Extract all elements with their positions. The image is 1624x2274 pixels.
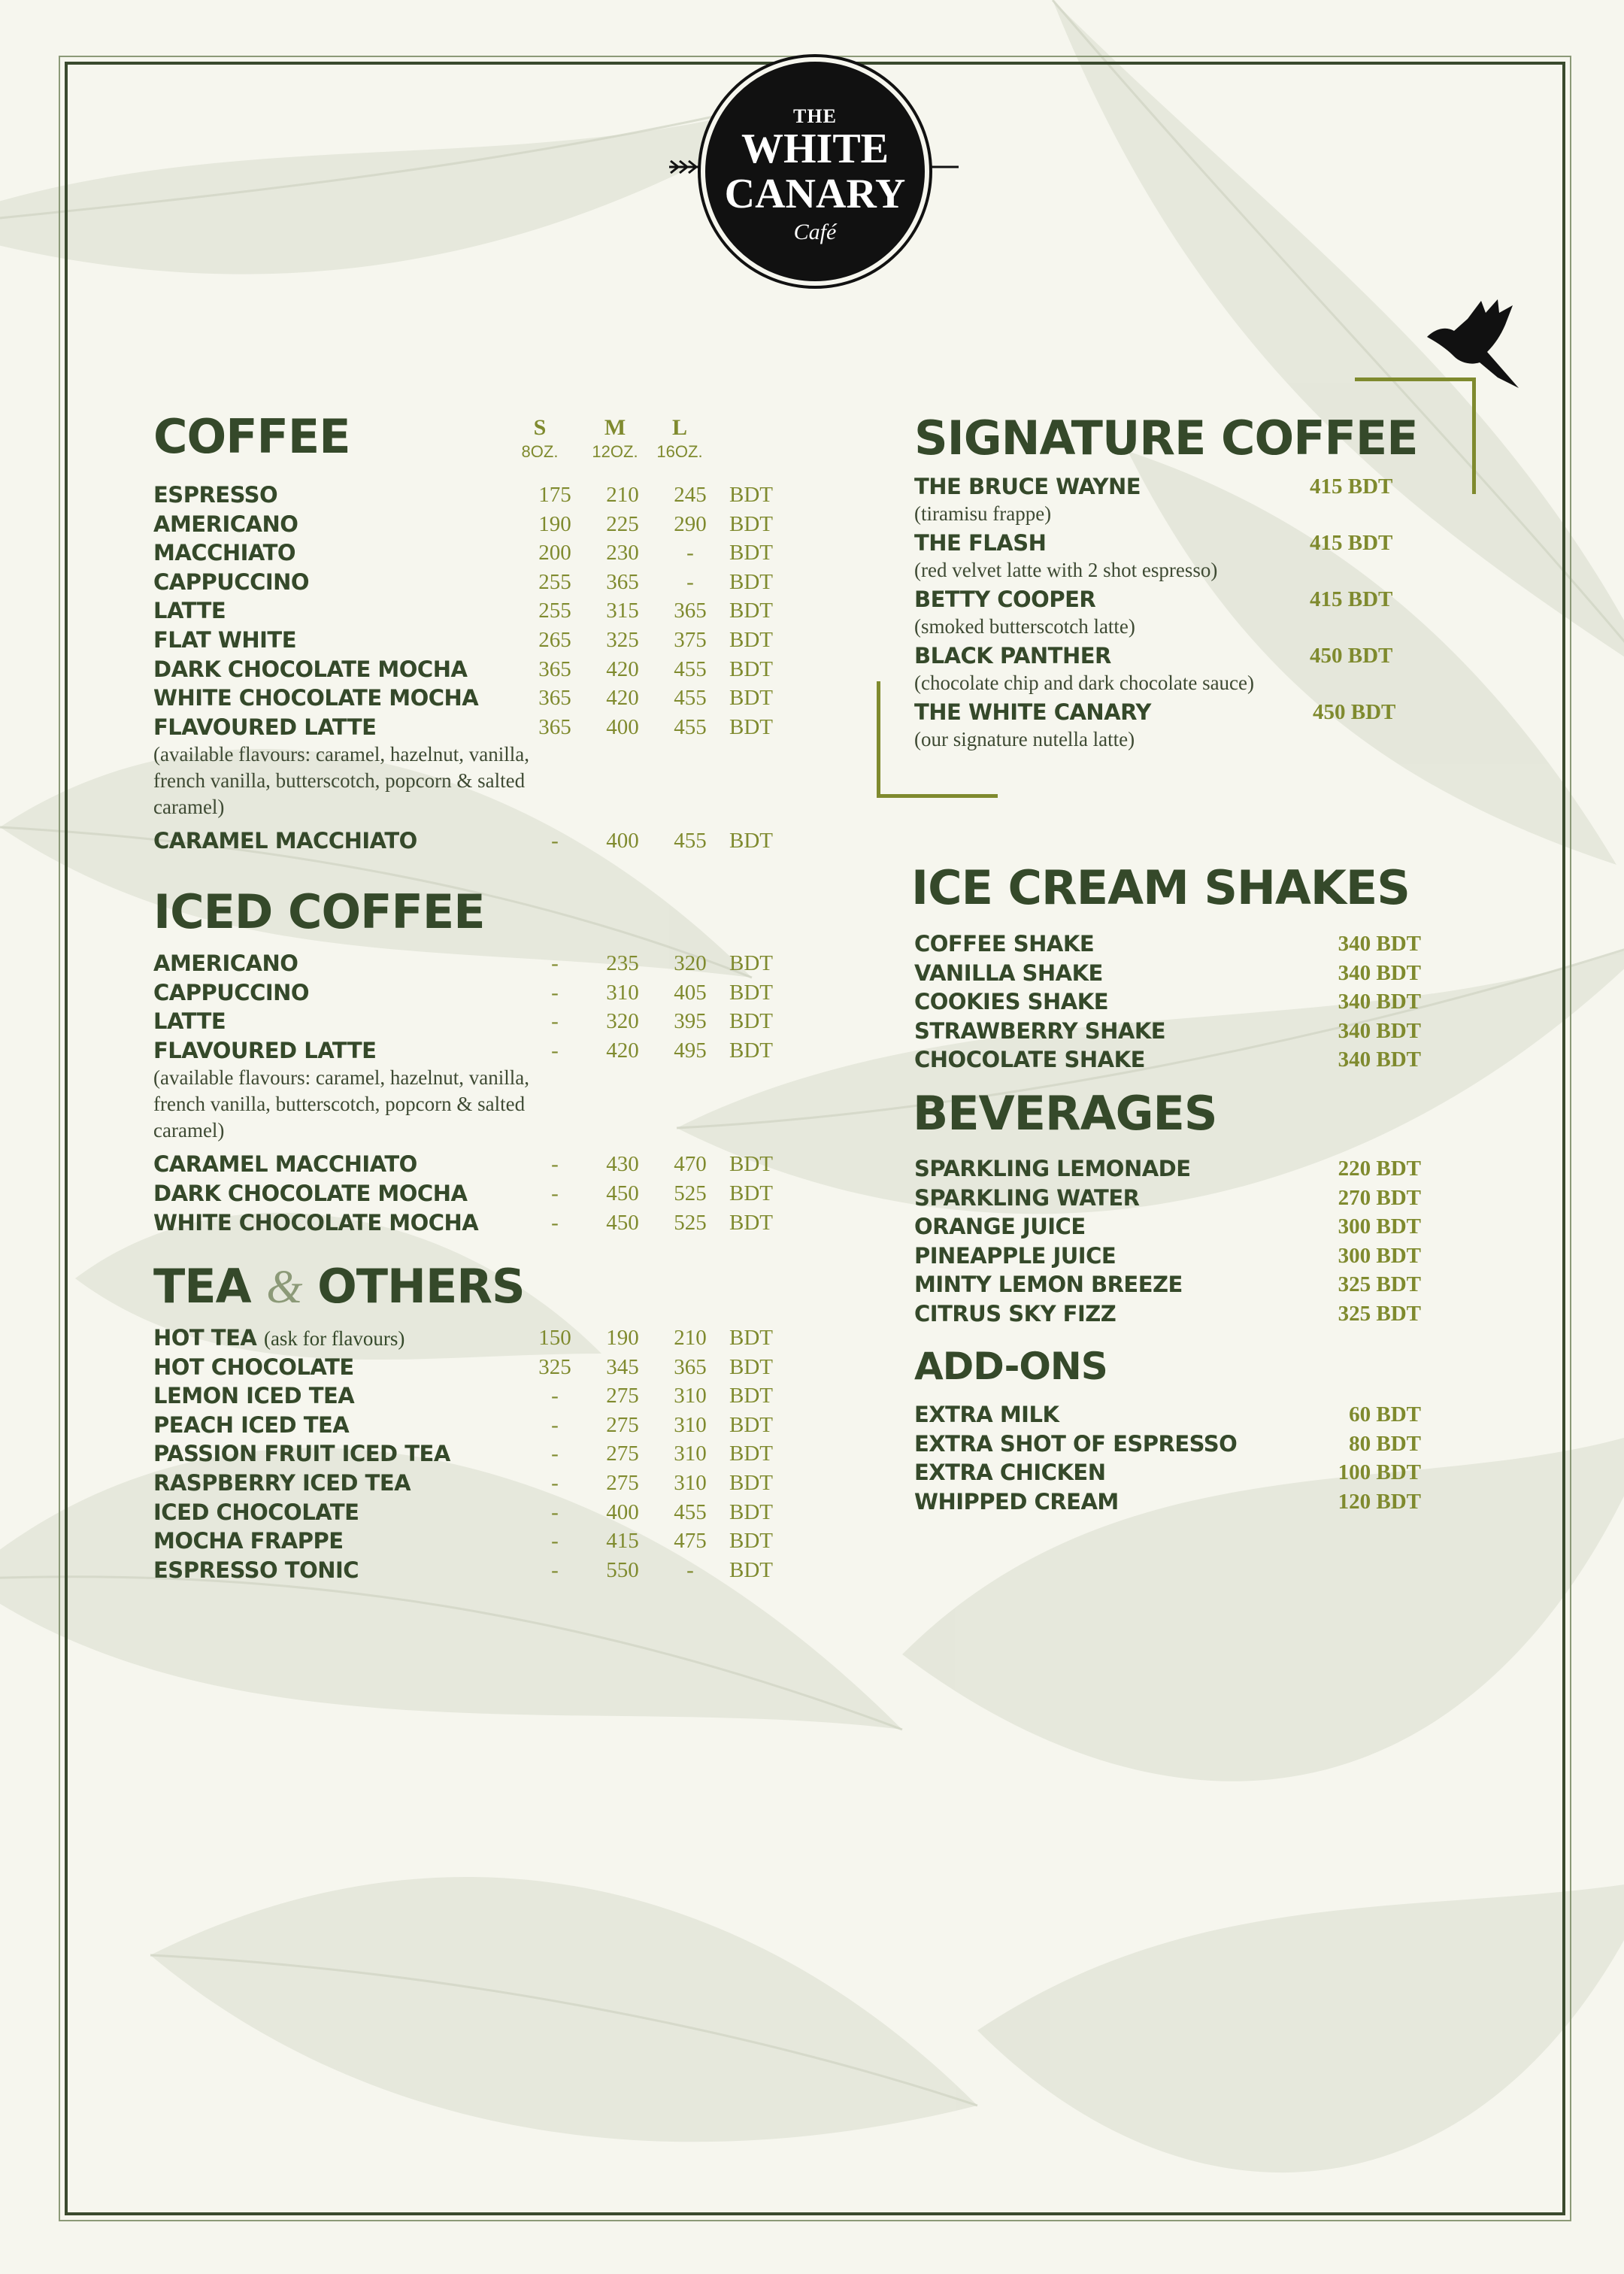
menu-row (153, 568, 800, 597)
price-large: 310 (674, 1442, 707, 1466)
item-price: 325 BDT (1338, 1301, 1421, 1326)
menu-row (914, 1270, 1421, 1299)
price-large: - (686, 541, 694, 565)
item-price: 100 BDT (1338, 1460, 1421, 1485)
add-ons-title: ADD-ONS (914, 1345, 1107, 1388)
price-medium: 225 (606, 511, 639, 536)
price-small: 255 (538, 569, 571, 594)
menu-row (914, 1045, 1421, 1075)
item-price: 340 BDT (1338, 1018, 1421, 1043)
size-large-header (650, 415, 710, 463)
item-name: BETTY COOPER (914, 587, 1096, 612)
item-name: HOT CHOCOLATE (153, 1354, 354, 1380)
currency: BDT (729, 1009, 773, 1034)
currency: BDT (729, 1152, 773, 1177)
price-large: 365 (674, 599, 707, 623)
price-medium: 275 (606, 1384, 639, 1408)
currency: BDT (729, 511, 773, 536)
item-description: (smoked butterscotch latte) (914, 615, 1135, 638)
price-small: - (551, 1152, 559, 1177)
tea-others-list (153, 1323, 800, 1584)
menu-row (153, 1150, 800, 1179)
shakes-list (914, 929, 1421, 1075)
menu-row (153, 713, 800, 742)
beverages-list (914, 1154, 1421, 1329)
signature-item (914, 472, 1426, 529)
item-name: MINTY LEMON BREEZE (914, 1272, 1183, 1298)
item-price: 325 BDT (1338, 1272, 1421, 1297)
price-medium: 275 (606, 1442, 639, 1466)
price-medium: 415 (606, 1529, 639, 1554)
price-medium: 550 (606, 1557, 639, 1582)
item-name: SPARKLING LEMONADE (914, 1156, 1191, 1181)
price-small: 200 (538, 541, 571, 565)
price-small: - (551, 1210, 559, 1235)
hot-tea-name: HOT TEA (153, 1325, 257, 1351)
item-price: 415 BDT (1310, 587, 1393, 611)
currency: BDT (729, 627, 773, 652)
size-letter: M (604, 415, 626, 440)
item-name: WHIPPED CREAM (914, 1488, 1119, 1514)
menu-row (153, 1556, 800, 1585)
currency: BDT (729, 1412, 773, 1437)
item-price: 80 BDT (1349, 1431, 1421, 1456)
price-large: 455 (674, 1499, 707, 1524)
item-name: ESPRESSO TONIC (153, 1557, 359, 1583)
price-medium: 315 (606, 599, 639, 623)
item-name: ORANGE JUICE (914, 1214, 1086, 1240)
price-small: - (551, 1038, 559, 1063)
price-large: 365 (674, 1354, 707, 1379)
item-name: RASPBERRY ICED TEA (153, 1469, 411, 1496)
price-large: 455 (674, 686, 707, 711)
currency: BDT (729, 1529, 773, 1554)
price-small: 365 (538, 714, 571, 739)
item-name: MACCHIATO (153, 540, 296, 566)
item-price: 220 BDT (1338, 1157, 1421, 1181)
item-name: ESPRESSO (153, 482, 278, 508)
price-small: 325 (538, 1354, 571, 1379)
menu-row (153, 949, 800, 978)
signature-item (914, 641, 1426, 698)
item-name: LEMON ICED TEA (153, 1383, 355, 1409)
item-price: 300 BDT (1338, 1243, 1421, 1268)
menu-row (914, 1430, 1421, 1459)
item-name: WHITE CHOCOLATE MOCHA (153, 1209, 479, 1236)
item-name: PEACH ICED TEA (153, 1411, 350, 1438)
tea-title-a: TEA (153, 1259, 251, 1314)
price-medium: 320 (606, 1009, 639, 1034)
price-small: - (551, 951, 559, 975)
price-small: - (551, 1529, 559, 1554)
coffee-title: COFFEE (153, 409, 350, 464)
signature-item (914, 529, 1426, 585)
price-large: 245 (674, 483, 707, 507)
flavour-note: (available flavours: caramel, hazelnut, vanilla, french vanilla, butterscotch, popcorn & salted caramel) (153, 743, 530, 819)
add-ons-list (914, 1400, 1421, 1516)
menu-row (153, 1439, 800, 1469)
currency: BDT (729, 1384, 773, 1408)
price-medium: 420 (606, 686, 639, 711)
item-name: CAPPUCCINO (153, 568, 310, 595)
price-large: 525 (674, 1181, 707, 1205)
item-price: 340 BDT (1338, 990, 1421, 1014)
ice-cream-shakes-title: ICE CREAM SHAKES (911, 860, 1410, 915)
item-name: VANILLA SHAKE (914, 960, 1103, 986)
menu-row (153, 655, 800, 684)
currency: BDT (729, 686, 773, 711)
price-small: - (551, 1442, 559, 1466)
price-medium: 400 (606, 829, 639, 854)
item-name: CHOCOLATE SHAKE (914, 1047, 1145, 1073)
currency: BDT (729, 1442, 773, 1466)
flavour-note: (available flavours: caramel, hazelnut, vanilla, french vanilla, butterscotch, popcorn & salted caramel) (153, 1066, 530, 1142)
menu-row (153, 1381, 800, 1411)
item-name: LATTE (153, 1008, 226, 1035)
price-large: 470 (674, 1152, 707, 1177)
menu-row (914, 1458, 1421, 1487)
logo-white: WHITE (741, 126, 889, 172)
menu-row (153, 1527, 800, 1556)
menu-row (153, 1007, 800, 1036)
iced-coffee-title: ICED COFFEE (153, 884, 485, 939)
item-description: (tiramisu frappe) (914, 502, 1052, 525)
menu-row (153, 538, 800, 568)
item-name: FLAVOURED LATTE (153, 1037, 377, 1063)
menu-row (914, 987, 1421, 1017)
price-large: 405 (674, 980, 707, 1005)
price-medium: 420 (606, 656, 639, 681)
price-large: 455 (674, 829, 707, 854)
size-oz: 8OZ. (521, 442, 559, 461)
item-name: FLAVOURED LATTE (153, 714, 377, 740)
menu-row (153, 1179, 800, 1208)
currency: BDT (729, 599, 773, 623)
menu-row (153, 826, 800, 856)
price-medium: 430 (606, 1152, 639, 1177)
signature-item (914, 585, 1426, 641)
size-letter: S (533, 415, 547, 440)
logo-cafe: Café (793, 220, 837, 244)
size-small-header (510, 415, 570, 463)
item-price: 450 BDT (1310, 644, 1393, 668)
price-large: 525 (674, 1210, 707, 1235)
item-price: 60 BDT (1349, 1402, 1421, 1427)
price-small: 255 (538, 599, 571, 623)
item-name: DARK CHOCOLATE MOCHA (153, 1180, 468, 1206)
currency: BDT (729, 980, 773, 1005)
menu-row (153, 596, 800, 626)
price-medium: 310 (606, 980, 639, 1005)
item-name: EXTRA CHICKEN (914, 1460, 1106, 1486)
currency: BDT (729, 483, 773, 507)
item-name: COOKIES SHAKE (914, 989, 1109, 1015)
menu-row (153, 626, 800, 655)
menu-row (914, 1487, 1421, 1517)
cafe-logo (662, 57, 962, 295)
price-medium: 230 (606, 541, 639, 565)
item-price: 340 BDT (1338, 960, 1421, 985)
price-large: 310 (674, 1412, 707, 1437)
price-large: - (686, 1557, 694, 1582)
price-medium: 450 (606, 1181, 639, 1205)
price-small: 175 (538, 483, 571, 507)
menu-row (914, 1212, 1421, 1242)
signature-coffee-title: SIGNATURE COFFEE (914, 411, 1418, 465)
coffee-list (153, 481, 800, 856)
menu-row (153, 1353, 800, 1382)
price-small: - (551, 1384, 559, 1408)
currency: BDT (729, 714, 773, 739)
item-name: SPARKLING WATER (914, 1184, 1140, 1211)
menu-row (153, 1208, 800, 1238)
currency: BDT (729, 1038, 773, 1063)
currency: BDT (729, 1326, 773, 1350)
menu-row (914, 1242, 1421, 1271)
price-medium: 400 (606, 1499, 639, 1524)
item-name: BLACK PANTHER (914, 643, 1111, 669)
item-name: STRAWBERRY SHAKE (914, 1017, 1166, 1044)
menu-row (153, 1498, 800, 1527)
price-large: - (686, 569, 694, 594)
price-large: 290 (674, 511, 707, 536)
tea-others-title (153, 1260, 525, 1314)
price-small: - (551, 980, 559, 1005)
item-name: AMERICANO (153, 951, 298, 976)
item-name: CARAMEL MACCHIATO (153, 1151, 417, 1178)
logo-the: THE (793, 105, 837, 127)
item-price: 415 BDT (1310, 531, 1393, 555)
menu-row (153, 1323, 800, 1353)
item-price: 270 BDT (1338, 1185, 1421, 1210)
logo-canary: CANARY (724, 171, 906, 217)
currency: BDT (729, 951, 773, 975)
item-name: EXTRA MILK (914, 1402, 1059, 1427)
menu-row (914, 1299, 1421, 1329)
item-name: CAPPUCCINO (153, 979, 310, 1005)
price-small: 365 (538, 686, 571, 711)
item-description: (our signature nutella latte) (914, 728, 1135, 750)
item-name: FLAT WHITE (153, 626, 296, 653)
item-name: AMERICANO (153, 511, 298, 537)
item-name: EXTRA SHOT OF ESPRESSO (914, 1430, 1238, 1457)
item-name: CITRUS SKY FIZZ (914, 1300, 1116, 1326)
price-medium: 190 (606, 1326, 639, 1350)
price-large: 310 (674, 1384, 707, 1408)
menu-row (914, 1154, 1421, 1184)
item-name: DARK CHOCOLATE MOCHA (153, 656, 468, 682)
item-price: 340 BDT (1338, 1048, 1421, 1072)
item-price: 120 BDT (1338, 1489, 1421, 1514)
price-small: - (551, 1499, 559, 1524)
price-large: 455 (674, 656, 707, 681)
currency: BDT (729, 1181, 773, 1205)
price-large: 395 (674, 1009, 707, 1034)
logo-badge (701, 57, 929, 286)
iced-coffee-list (153, 949, 800, 1237)
price-small: - (551, 1181, 559, 1205)
item-name (153, 1323, 404, 1353)
menu-row (153, 510, 800, 539)
price-large: 320 (674, 951, 707, 975)
item-price: 450 BDT (1313, 700, 1396, 724)
currency: BDT (729, 1210, 773, 1235)
item-price: 300 BDT (1338, 1214, 1421, 1239)
item-name: WHITE CHOCOLATE MOCHA (153, 685, 479, 711)
price-medium: 450 (606, 1210, 639, 1235)
price-small: 190 (538, 511, 571, 536)
price-large: 455 (674, 714, 707, 739)
size-oz: 12OZ. (592, 442, 638, 461)
tea-title-b: OTHERS (317, 1259, 525, 1314)
price-small: - (551, 1412, 559, 1437)
hot-tea-aside: (ask for flavours) (263, 1327, 405, 1350)
item-description: (red velvet latte with 2 shot espresso) (914, 559, 1218, 581)
currency: BDT (729, 1557, 773, 1582)
item-name: COFFEE SHAKE (914, 931, 1095, 957)
item-description: (chocolate chip and dark chocolate sauce) (914, 672, 1255, 694)
price-medium: 275 (606, 1412, 639, 1437)
menu-row (914, 1017, 1421, 1046)
ampersand: & (266, 1262, 302, 1313)
item-price: 415 BDT (1310, 475, 1393, 499)
menu-row (914, 959, 1421, 988)
price-small: - (551, 1470, 559, 1495)
price-small: 265 (538, 627, 571, 652)
menu-row (153, 1469, 800, 1498)
menu-row (153, 684, 800, 713)
currency: BDT (729, 829, 773, 854)
beverages-title: BEVERAGES (913, 1086, 1217, 1141)
price-small: - (551, 1009, 559, 1034)
currency: BDT (729, 541, 773, 565)
item-name: LATTE (153, 598, 226, 624)
price-small: - (551, 829, 559, 854)
currency: BDT (729, 1354, 773, 1379)
price-medium: 365 (606, 569, 639, 594)
item-name: THE WHITE CANARY (914, 699, 1151, 725)
price-medium: 275 (606, 1470, 639, 1495)
price-medium: 345 (606, 1354, 639, 1379)
currency: BDT (729, 569, 773, 594)
price-large: 210 (674, 1326, 707, 1350)
menu-row (153, 481, 800, 510)
menu-row (914, 1400, 1421, 1430)
price-medium: 325 (606, 627, 639, 652)
menu-row (153, 1036, 800, 1066)
item-name: THE BRUCE WAYNE (914, 474, 1141, 499)
signature-list (914, 472, 1426, 754)
price-large: 475 (674, 1529, 707, 1554)
currency: BDT (729, 1499, 773, 1524)
menu-row (153, 1411, 800, 1440)
menu-row (914, 929, 1421, 959)
signature-item (914, 698, 1426, 754)
currency: BDT (729, 1470, 773, 1495)
price-small: 150 (538, 1326, 571, 1350)
menu-row (914, 1184, 1421, 1213)
price-small: - (551, 1557, 559, 1582)
price-medium: 420 (606, 1038, 639, 1063)
item-name: PASSION FRUIT ICED TEA (153, 1441, 450, 1467)
price-small: 365 (538, 656, 571, 681)
price-medium: 400 (606, 714, 639, 739)
price-large: 375 (674, 627, 707, 652)
size-medium-header (585, 415, 645, 463)
item-price: 340 BDT (1338, 932, 1421, 956)
item-name: PINEAPPLE JUICE (914, 1242, 1116, 1269)
item-name: MOCHA FRAPPE (153, 1528, 344, 1554)
price-medium: 235 (606, 951, 639, 975)
size-letter: L (671, 415, 687, 440)
price-medium: 210 (606, 483, 639, 507)
size-oz: 16OZ. (656, 442, 703, 461)
currency: BDT (729, 656, 773, 681)
price-large: 495 (674, 1038, 707, 1063)
price-large: 310 (674, 1470, 707, 1495)
menu-row (153, 978, 800, 1008)
item-name: THE FLASH (914, 530, 1047, 556)
item-name: CARAMEL MACCHIATO (153, 828, 417, 854)
item-name: ICED CHOCOLATE (153, 1499, 359, 1525)
